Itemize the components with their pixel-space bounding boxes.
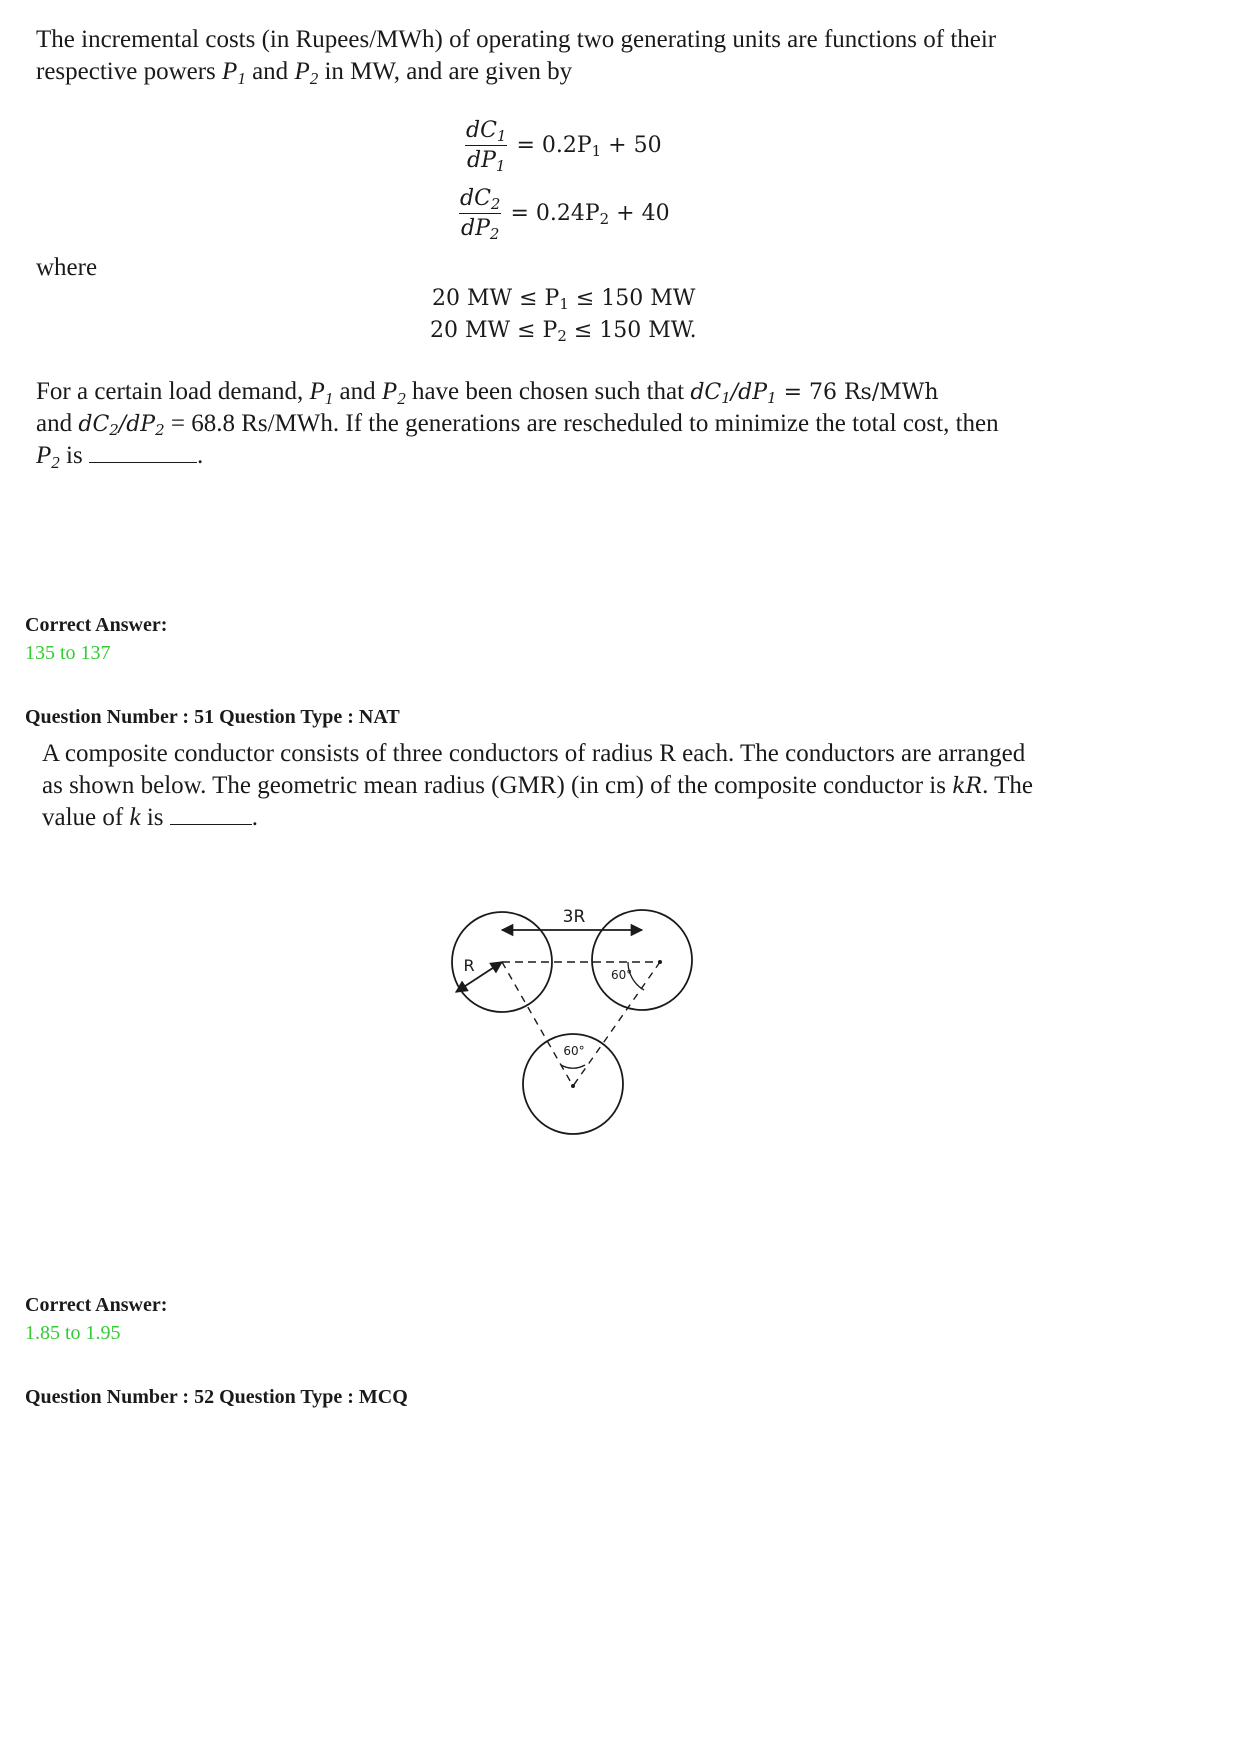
q51-correct-answer-label: Correct Answer: <box>25 1294 168 1316</box>
q51-header: Question Number : 51 Question Type : NAT <box>25 706 400 728</box>
q50-correct-answer-value: 135 to 137 <box>25 642 111 664</box>
q50-condition-line3: $P_2$ is . <box>36 442 204 472</box>
conductor-arrangement-figure <box>440 890 720 1150</box>
q50-intro-line1: The incremental costs (in Rupees/MWh) of operating two generating units are functions of their <box>36 26 997 53</box>
q52-header: Question Number : 52 Question Type : MCQ <box>25 1386 408 1408</box>
eq2-fraction: $\frac{dC_2}{dP_2}$ <box>460 186 501 244</box>
eq1-fraction: $\frac{dC_1}{dP_1}$ <box>466 118 507 176</box>
q51-correct-answer-value: 1.85 to 1.95 <box>25 1322 121 1344</box>
q50-intro-line2: respective powers $P_1$ and $P_2$ in MW, and are given by <box>36 58 573 88</box>
triangle-left-edge <box>502 962 573 1086</box>
q51-text-line3: value of k is . <box>42 804 259 831</box>
q50-condition-line2: and $dC_2/dP_2 = 68.8$ Rs/MWh. If the generations are rescheduled to minimize the total cost, then <box>36 410 999 440</box>
q51-text-line2: as shown below. The geometric mean radius (GMR) (in cm) of the composite conductor is kR. The <box>42 772 1034 799</box>
eq1-rhs: = $0.2P_1 + 50$ <box>516 133 662 161</box>
spacing-label: 3R <box>562 907 586 927</box>
q50-correct-answer-label: Correct Answer: <box>25 614 168 636</box>
q50-constraint-1: 20 MW ≤ $P_1 \le 150$ MW <box>432 286 696 314</box>
q50-equation-2 <box>458 186 670 244</box>
angle-arc-bottom <box>561 1065 585 1068</box>
q50-where: where <box>36 254 98 281</box>
answer-blank <box>89 461 197 463</box>
conductor-circle-right <box>592 910 692 1010</box>
angle-label-bottom: 60° <box>563 1044 585 1058</box>
answer-blank <box>170 823 252 825</box>
q50-condition-line1: For a certain load demand, $P_1$ and $P_2$ have been chosen such that $dC_1/dP_1 = 76$ Rs/MWh <box>36 378 939 408</box>
q50-equation-1 <box>464 118 662 176</box>
eq2-rhs: = $0.24P_2 + 40$ <box>510 201 670 229</box>
radius-label: R <box>463 956 475 975</box>
q50-constraint-2: 20 MW ≤ $P_2 \le 150$ MW. <box>430 318 697 346</box>
angle-label-right: 60° <box>611 968 633 982</box>
q51-text-line1: A composite conductor consists of three conductors of radius R each. The conductors are arranged <box>42 740 1026 767</box>
